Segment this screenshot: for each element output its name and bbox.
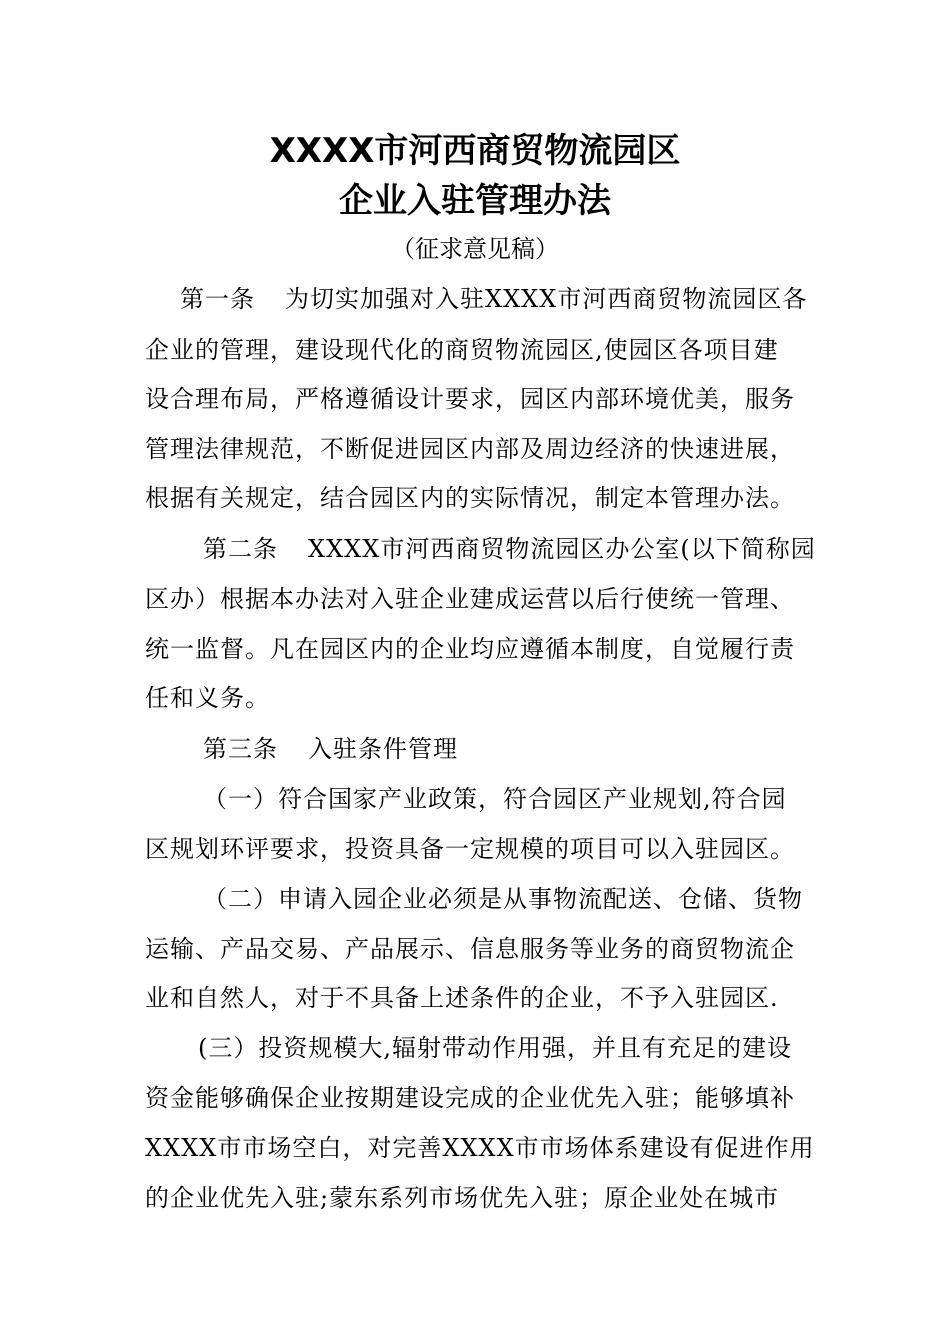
document-title-line-2: 企业入驻管理办法 (339, 181, 611, 221)
document-subtitle: （征求意见稿） (391, 235, 559, 263)
article-1-line-5: 根据有关规定，结合园区内的实际情况，制定本管理办法。 (145, 484, 795, 512)
clause-3-line-2: 资金能够确保企业按期建设完成的企业优先入驻；能够填补 (145, 1084, 795, 1112)
clause-2-line-2: 运输、产品交易、产品展示、信息服务等业务的商贸物流企 (145, 935, 795, 963)
article-2-line-4: 任和义务。 (145, 684, 270, 712)
clause-3-line-4: 的企业优先入驻;蒙东系列市场优先入驻；原企业处在城市 (145, 1184, 780, 1212)
article-1-label: 第一条 (180, 285, 255, 313)
article-2-line-1 (203, 534, 816, 564)
article-1-line-4: 管理法律规范，不断促进园区内部及周边经济的快速进展， (145, 435, 795, 463)
clause-2-line-1: （二）申请入园企业必须是从事物流配送、仓储、货物 (203, 885, 803, 913)
article-2-line-2: 区办）根据本办法对入驻企业建成运营以后行使统一管理、 (145, 585, 795, 613)
article-2-label: 第二条 (203, 535, 278, 563)
article-1-line-1 (180, 284, 807, 314)
article-3-label: 第三条 (203, 735, 278, 763)
clause-3-line-1: (三）投资规模大,辐射带动作用强，并且有充足的建设 (198, 1034, 792, 1062)
article-3-heading (203, 734, 458, 764)
clause-3-line-3: XXXX市市场空白，对完善XXXX市市场体系建设有促进作用 (145, 1134, 815, 1162)
article-2-text: XXXX市河西商贸物流园区办公室(以下简称园 (308, 535, 816, 563)
document-title-line-1: XXXX市河西商贸物流园区 (269, 131, 681, 171)
article-1-text: 为切实加强对入驻XXXX市河西商贸物流园区各 (285, 285, 808, 313)
article-2-line-3: 统一监督。凡在园区内的企业均应遵循本制度，自觉履行责 (145, 635, 795, 663)
clause-1-line-2: 区规划环评要求，投资具备一定规模的项目可以入驻园区。 (145, 835, 795, 863)
article-3-text: 入驻条件管理 (308, 735, 458, 763)
article-1-line-3: 设合理布局，严格遵循设计要求，园区内部环境优美，服务 (145, 385, 795, 413)
clause-1-line-1: （一）符合国家产业政策，符合园区产业规划,符合园 (203, 785, 787, 813)
article-1-line-2: 企业的管理，建设现代化的商贸物流园区,使园区各项目建 (145, 336, 779, 364)
clause-2-line-3: 业和自然人，对于不具备上述条件的企业，不予入驻园区. (145, 984, 779, 1012)
